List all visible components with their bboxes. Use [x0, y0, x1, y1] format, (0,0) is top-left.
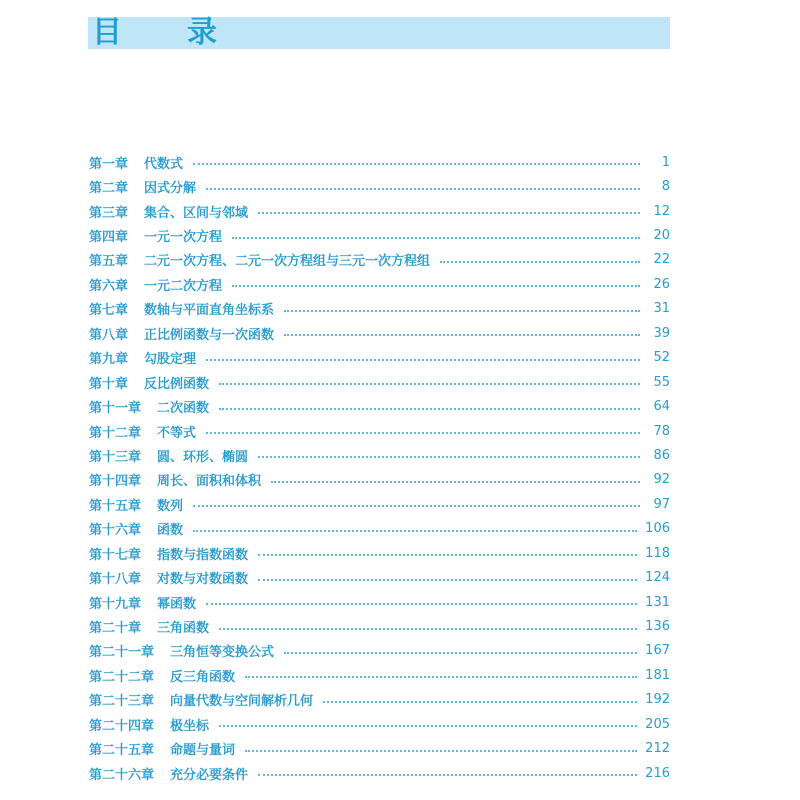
toc-chapter-number: 第十五章 — [89, 498, 142, 514]
toc-chapter-number: 第十六章 — [89, 523, 142, 539]
toc-page-number: 78 — [653, 423, 670, 439]
toc-dot-leader — [271, 481, 640, 483]
toc-entry[interactable] — [89, 712, 670, 736]
page-title-char-1: 目 — [92, 15, 122, 50]
toc-page-number: 124 — [645, 570, 670, 586]
toc-chapter-number: 第十章 — [89, 376, 129, 392]
toc-dot-leader — [440, 261, 640, 263]
toc-chapter-title: 指数与指数函数 — [157, 547, 249, 563]
toc-chapter-number: 第一章 — [89, 156, 129, 172]
toc-dot-leader — [284, 652, 637, 654]
toc-dot-leader — [258, 774, 637, 776]
toc-dot-leader — [258, 579, 637, 581]
toc-page-number: 8 — [661, 179, 670, 195]
toc-entry[interactable] — [89, 248, 670, 272]
toc-dot-leader — [219, 628, 637, 630]
toc-dot-leader — [232, 237, 640, 239]
toc-entry[interactable] — [89, 199, 670, 223]
toc-chapter-number: 第六章 — [89, 278, 129, 294]
toc-page-number: 136 — [645, 619, 670, 635]
toc-entry[interactable] — [89, 468, 670, 492]
toc-chapter-number: 第三章 — [89, 205, 129, 221]
toc-chapter-number: 第八章 — [89, 327, 129, 343]
toc-dot-leader — [284, 334, 640, 336]
toc-chapter-number: 第四章 — [89, 230, 129, 246]
toc-page-number: 86 — [653, 447, 670, 463]
toc-entry[interactable] — [89, 614, 670, 638]
toc-entry[interactable] — [89, 419, 670, 443]
toc-page-number: 216 — [645, 765, 670, 781]
toc-page-number: 12 — [653, 203, 670, 219]
toc-chapter-title: 不等式 — [157, 425, 197, 441]
toc-chapter-title: 数轴与平面直角坐标系 — [144, 303, 275, 319]
toc-chapter-number: 第二十五章 — [89, 743, 155, 759]
toc-dot-leader — [245, 750, 637, 752]
toc-page-number: 64 — [653, 399, 670, 415]
toc-page-number: 167 — [645, 643, 670, 659]
toc-chapter-title: 对数与对数函数 — [157, 572, 249, 588]
toc-page-number: 1 — [661, 154, 670, 170]
toc-page-number: 92 — [653, 472, 670, 488]
toc-entry[interactable] — [89, 517, 670, 541]
toc-chapter-title: 极坐标 — [170, 718, 210, 734]
toc-dot-leader — [219, 725, 637, 727]
toc-chapter-title: 命题与量词 — [170, 743, 236, 759]
toc-chapter-title: 函数 — [157, 523, 184, 539]
toc-dot-leader — [258, 554, 637, 556]
toc-chapter-number: 第十八章 — [89, 572, 142, 588]
toc-page-number: 118 — [645, 545, 670, 561]
table-of-contents — [89, 150, 670, 785]
toc-dot-leader — [258, 456, 640, 458]
toc-entry[interactable] — [89, 492, 670, 516]
toc-entry[interactable] — [89, 150, 670, 174]
toc-entry[interactable] — [89, 663, 670, 687]
toc-page-number: 39 — [653, 325, 670, 341]
toc-chapter-number: 第七章 — [89, 303, 129, 319]
toc-chapter-title: 向量代数与空间解析几何 — [170, 694, 314, 710]
toc-page-number: 205 — [645, 716, 670, 732]
toc-dot-leader — [193, 505, 640, 507]
toc-chapter-number: 第十三章 — [89, 449, 142, 465]
toc-page-number: 97 — [653, 496, 670, 512]
toc-dot-leader — [193, 163, 640, 165]
toc-chapter-title: 三角恒等变换公式 — [170, 645, 275, 661]
toc-chapter-number: 第九章 — [89, 352, 129, 368]
toc-entry[interactable] — [89, 737, 670, 761]
toc-entry[interactable] — [89, 321, 670, 345]
toc-chapter-number: 第二十一章 — [89, 645, 155, 661]
toc-dot-leader — [193, 530, 637, 532]
toc-dot-leader — [219, 383, 640, 385]
toc-chapter-number: 第二十四章 — [89, 718, 155, 734]
toc-page-number: 212 — [645, 741, 670, 757]
toc-entry[interactable] — [89, 297, 670, 321]
toc-dot-leader — [219, 408, 640, 410]
toc-chapter-title: 二元一次方程、二元一次方程组与三元一次方程组 — [144, 254, 431, 270]
toc-chapter-title: 一元二次方程 — [144, 278, 223, 294]
toc-chapter-number: 第十九章 — [89, 596, 142, 612]
toc-chapter-title: 幂函数 — [157, 596, 197, 612]
toc-page-number: 106 — [645, 521, 670, 537]
toc-dot-leader — [323, 701, 637, 703]
page-title-char-2: 录 — [187, 15, 217, 50]
toc-entry[interactable] — [89, 223, 670, 247]
toc-entry[interactable] — [89, 443, 670, 467]
toc-chapter-title: 数列 — [157, 498, 184, 514]
toc-chapter-title: 充分必要条件 — [170, 767, 249, 783]
toc-entry[interactable] — [89, 174, 670, 198]
toc-chapter-number: 第二章 — [89, 181, 129, 197]
toc-chapter-title: 反比例函数 — [144, 376, 210, 392]
toc-entry[interactable] — [89, 346, 670, 370]
toc-chapter-number: 第二十三章 — [89, 694, 155, 710]
toc-chapter-title: 周长、面积和体积 — [157, 474, 262, 490]
toc-chapter-number: 第五章 — [89, 254, 129, 270]
toc-page-number: 131 — [645, 594, 670, 610]
toc-chapter-title: 三角函数 — [157, 621, 210, 637]
toc-dot-leader — [206, 603, 637, 605]
toc-dot-leader — [206, 432, 640, 434]
toc-chapter-title: 因式分解 — [144, 181, 197, 197]
toc-entry[interactable] — [89, 370, 670, 394]
toc-chapter-title: 圆、环形、椭圆 — [157, 449, 249, 465]
toc-chapter-title: 一元一次方程 — [144, 230, 223, 246]
toc-entry[interactable] — [89, 272, 670, 296]
toc-chapter-title: 集合、区间与邻域 — [144, 205, 249, 221]
toc-entry[interactable] — [89, 541, 670, 565]
toc-chapter-title: 反三角函数 — [170, 669, 236, 685]
toc-entry[interactable] — [89, 639, 670, 663]
toc-dot-leader — [232, 285, 640, 287]
toc-entry[interactable] — [89, 565, 670, 589]
toc-entry[interactable] — [89, 688, 670, 712]
toc-chapter-title: 正比例函数与一次函数 — [144, 327, 275, 343]
toc-dot-leader — [284, 310, 640, 312]
toc-dot-leader — [206, 359, 640, 361]
toc-page-number: 181 — [645, 667, 670, 683]
toc-page-number: 20 — [653, 228, 670, 244]
toc-page-number: 55 — [653, 374, 670, 390]
toc-page-number: 52 — [653, 350, 670, 366]
toc-chapter-title: 二次函数 — [157, 401, 210, 417]
toc-chapter-number: 第十七章 — [89, 547, 142, 563]
toc-chapter-title: 代数式 — [144, 156, 184, 172]
toc-chapter-title: 勾股定理 — [144, 352, 197, 368]
toc-entry[interactable] — [89, 761, 670, 785]
toc-page-number: 22 — [653, 252, 670, 268]
toc-chapter-number: 第二十六章 — [89, 767, 155, 783]
toc-page-number: 26 — [653, 276, 670, 292]
toc-entry[interactable] — [89, 590, 670, 614]
toc-chapter-number: 第二十二章 — [89, 669, 155, 685]
toc-dot-leader — [206, 188, 640, 190]
toc-chapter-number: 第二十章 — [89, 621, 142, 637]
toc-chapter-number: 第十一章 — [89, 401, 142, 417]
toc-dot-leader — [245, 676, 637, 678]
toc-page-number: 31 — [653, 301, 670, 317]
toc-dot-leader — [258, 212, 640, 214]
toc-chapter-number: 第十二章 — [89, 425, 142, 441]
title-band — [88, 17, 670, 49]
toc-page-number: 192 — [645, 692, 670, 708]
toc-chapter-number: 第十四章 — [89, 474, 142, 490]
toc-entry[interactable] — [89, 394, 670, 418]
